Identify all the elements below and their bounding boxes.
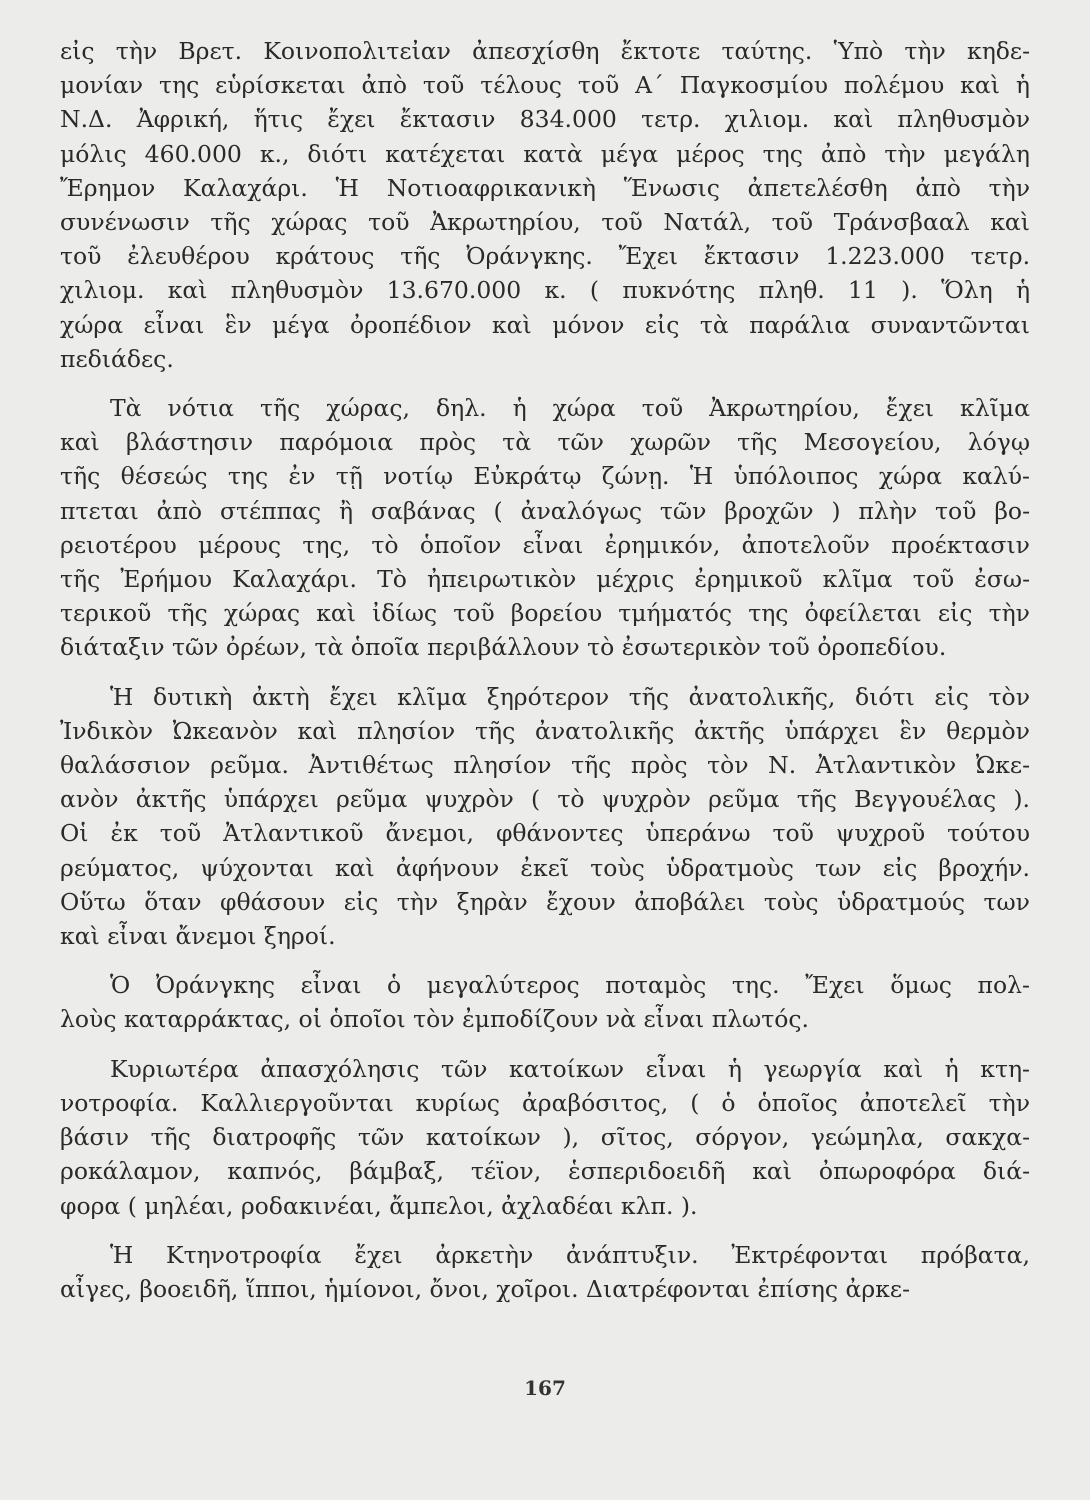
- text-line: μονίαν της εὑρίσκεται ἀπὸ τοῦ τέλους τοῦ Α΄ Παγκοσμίου πολέμου καὶ ἡ: [60, 71, 1030, 100]
- text-line: Κυριωτέρα ἀπασχόλησις τῶν κατοίκων εἶναι ἡ γεωργία καὶ ἡ κτη-: [110, 1054, 1030, 1083]
- text-line: Οἱ ἐκ τοῦ Ἀτλαντικοῦ ἄνεμοι, φθάνοντες ὑπεράνω τοῦ ψυχροῦ τούτου: [60, 819, 1030, 848]
- page-number: 167: [524, 1376, 566, 1400]
- text-line: ροκάλαμον, καπνός, βάμβαξ, τέϊον, ἑσπεριδοειδῆ καὶ ὀπωροφόρα διά-: [60, 1157, 1031, 1186]
- text-line: τοῦ ἐλευθέρου κράτους τῆς Ὀράνγκης. Ἔχει ἔκτασιν 1.223.000 τετρ.: [60, 242, 1031, 271]
- text-line: ανὸν ἀκτῆς ὑπάρχει ρεῦμα ψυχρὸν ( τὸ ψυχρὸν ρεῦμα τῆς Βεγγουέλας ).: [60, 785, 1031, 814]
- text-line: τῆς θέσεώς της ἐν τῇ νοτίῳ Εὐκράτῳ ζώνῃ. Ἡ ὑπόλοιπος χώρα καλύ-: [60, 462, 1030, 491]
- text-line: Τὰ νότια τῆς χώρας, δηλ. ἡ χώρα τοῦ Ἀκρωτηρίου, ἔχει κλῖμα: [110, 394, 1030, 423]
- text-line: διάταξιν τῶν ὀρέων, τὰ ὁποῖα περιβάλλουν τὸ ἐσωτερικὸν τοῦ ὀροπεδίου.: [60, 633, 947, 662]
- text-line: Ἔρημον Καλαχάρι. Ἡ Νοτιοαφρικανικὴ Ἕνωσις ἀπετελέσθη ἀπὸ τὴν: [60, 173, 1030, 202]
- text-line: Ἰνδικὸν Ὠκεανὸν καὶ πλησίον τῆς ἀνατολικῆς ἀκτῆς ὑπάρχει ἓν θερμὸν: [60, 716, 1030, 745]
- text-line: τερικοῦ τῆς χώρας καὶ ἰδίως τοῦ βορείου τμήματός της ὀφείλεται εἰς τὴν: [60, 599, 1030, 628]
- text-line: χιλιομ. καὶ πληθυσμὸν 13.670.000 κ. ( πυκνότης πληθ. 11 ). Ὅλη ἡ: [60, 276, 1031, 305]
- text-line: πτεται ἀπὸ στέππας ἢ σαβάνας ( ἀναλόγως τῶν βροχῶν ) πλὴν τοῦ βο-: [60, 496, 1031, 525]
- paragraph: [60, 968, 1030, 1036]
- text-line: Οὕτω ὅταν φθάσουν εἰς τὴν ξηρὰν ἔχουν ἀποβάλει τοὺς ὑδρατμούς των: [60, 887, 1030, 916]
- text-line: Ἡ Κτηνοτροφία ἔχει ἀρκετὴν ἀνάπτυξιν. Ἐκτρέφονται πρόβατα,: [110, 1240, 1030, 1269]
- text-line: ρειοτέρου μέρους της, τὸ ὁποῖον εἶναι ἐρημικόν, ἀποτελοῦν προέκτασιν: [60, 530, 1030, 559]
- text-line: εἰς τὴν Βρετ. Κοινοπολιτεἰαν ἀπεσχίσθη ἔκτοτε ταύτης. Ὑπὸ τὴν κηδε-: [60, 37, 1031, 65]
- text-line: Ὁ Ὀράνγκης εἶναι ὁ μεγαλύτερος ποταμὸς της. Ἔχει ὅμως πολ-: [110, 971, 1030, 1000]
- text-line: καὶ εἶναι ἄνεμοι ξηροί.: [60, 922, 336, 951]
- paragraph: [60, 34, 1030, 376]
- text-line: φορα ( μηλέαι, ροδακινέαι, ἄμπελοι, ἀχλαδέαι κλπ. ).: [60, 1191, 698, 1220]
- text-line: νοτροφία. Καλλιεργοῦνται κυρίως ἀραβόσιτος, ( ὁ ὁποῖος ἀποτελεῖ τὴν: [60, 1088, 1031, 1117]
- text-line: χώρα εἶναι ἓν μέγα ὀροπέδιον καὶ μόνον εἰς τὰ παράλια συναντῶνται: [60, 310, 1030, 339]
- text-line: συνένωσιν τῆς χώρας τοῦ Ἀκρωτηρίου, τοῦ Νατάλ, τοῦ Τράνσβααλ καὶ: [60, 208, 1030, 237]
- text-line: θαλάσσιον ρεῦμα. Ἀντιθέτως πλησίον τῆς πρὸς τὸν Ν. Ἀτλαντικὸν Ὠκε-: [60, 751, 1031, 780]
- text-line: βάσιν τῆς διατροφῆς τῶν κατοίκων ), σῖτος, σόργον, γεώμηλα, σακχα-: [60, 1123, 1031, 1152]
- paragraph: [60, 391, 1030, 665]
- text-line: ρεύματος, ψύχονται καὶ ἀφήνουν ἐκεῖ τοὺς ὑδρατμοὺς των εἰς βροχήν.: [60, 853, 1031, 882]
- text-line: Ν.Δ. Ἀφρική, ἥτις ἔχει ἔκτασιν 834.000 τετρ. χιλιομ. καὶ πληθυσμὸν: [60, 105, 1031, 134]
- text-line: αἶγες, βοοειδῆ, ἵπποι, ἡμίονοι, ὄνοι, χοῖροι. Διατρέφονται ἐπίσης ἀρκε-: [60, 1274, 911, 1303]
- text-line: πεδιάδες.: [60, 344, 174, 373]
- text-line: Ἡ δυτικὴ ἀκτὴ ἔχει κλῖμα ξηρότερον τῆς ἀνατολικῆς, διότι εἰς τὸν: [110, 682, 1030, 711]
- paragraph: [60, 680, 1030, 954]
- text-line: τῆς Ἐρήμου Καλαχάρι. Τὸ ἠπειρωτικὸν μέχρις ἐρημικοῦ κλῖμα τοῦ ἐσω-: [60, 565, 1031, 594]
- paragraph: [60, 1238, 1030, 1306]
- text-line: λοὺς καταρράκτας, οἱ ὁποῖοι τὸν ἐμποδίζουν νὰ εἶναι πλωτός.: [60, 1005, 809, 1034]
- paragraph: [60, 1052, 1030, 1223]
- text-line: μόλις 460.000 κ., διότι κατέχεται κατὰ μέγα μέρος της ἀπὸ τὴν μεγάλη: [60, 139, 1030, 168]
- body-text: [60, 34, 1030, 1306]
- text-line: καὶ βλάστησιν παρόμοια πρὸς τὰ τῶν χωρῶν τῆς Μεσογείου, λόγῳ: [60, 428, 1030, 457]
